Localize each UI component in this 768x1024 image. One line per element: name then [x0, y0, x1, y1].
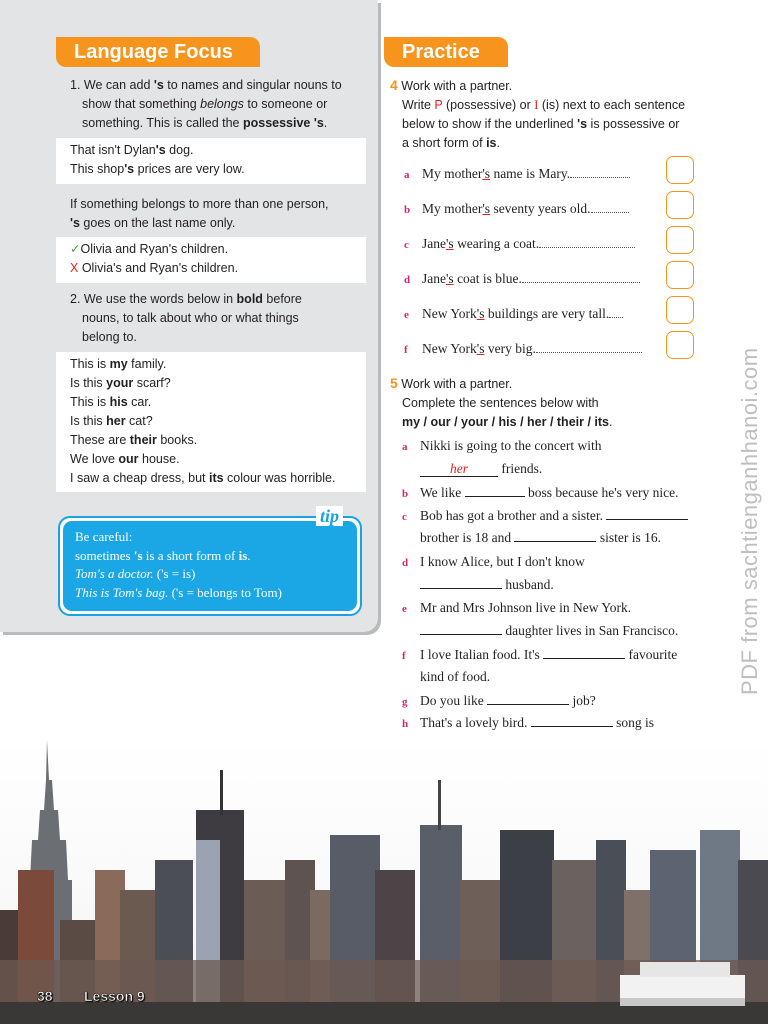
example-box-1: That isn't Dylan's dog. This shop's prices are very low. [56, 138, 366, 184]
ex5-item-a-cont: her friends. [420, 461, 542, 477]
ex5-item-h: h That's a lovely bird. song is [402, 715, 655, 730]
exercise-4-instructions: 4 Work with a partner. Write P (possessive) or I (is) next to each sentence below to show if the underlined 's is possessive or a short form of is. [390, 77, 686, 150]
answer-box[interactable] [666, 191, 694, 219]
ex4-item-c: c Jane's wearing a coat. [404, 236, 635, 253]
ex5-item-f: f I love Italian food. It's favourite [402, 647, 678, 662]
ex4-item-f: f New York's very big. [404, 341, 642, 358]
practice-title: Practice [384, 37, 508, 67]
lesson-label: Lesson 9 [84, 988, 145, 1004]
blank-input[interactable] [514, 530, 596, 542]
page-number: 38 [37, 988, 53, 1004]
pronoun-example: Is this your scarf? [70, 376, 171, 390]
answer-box[interactable] [666, 296, 694, 324]
pronoun-example: Is this her cat? [70, 414, 153, 428]
pronoun-example: These are their books. [70, 433, 198, 447]
exercise-5-instructions: 5 Work with a partner. Complete the sentences below with my / our / your / his / her / their / its. [390, 375, 613, 429]
blank-input[interactable] [531, 715, 613, 727]
ex5-item-c: c Bob has got a brother and a sister. [402, 508, 688, 525]
answer-box[interactable] [666, 156, 694, 184]
blank-input[interactable] [420, 623, 502, 635]
ex5-item-a: a Nikki is going to the concert with [402, 438, 602, 453]
ex4-item-e: e New York's buildings are very tall. [404, 306, 623, 323]
ex5-item-b: b We like boss because he's very nice. [402, 485, 679, 500]
tip-box: tip Be careful: sometimes 's is a short form of is. Tom's a doctor. ('s = is) This is Tom's bag. ('s = belongs to Tom) [58, 516, 362, 616]
blank-input[interactable] [465, 485, 525, 497]
tip-label: tip [316, 506, 343, 526]
ex5-item-g: g Do you like job? [402, 693, 596, 708]
ex5-item-d-cont: husband. [420, 577, 554, 593]
ex5-item-d: d I know Alice, but I don't know [402, 554, 585, 569]
rule-1: 1. We can add 's to names and singular nouns to show that something belongs to someone or something. This is called the possessive 's. [70, 78, 342, 130]
answer-box[interactable] [666, 331, 694, 359]
answer-box[interactable] [666, 261, 694, 289]
cross-icon: X [70, 261, 79, 275]
ex5-item-c-cont: brother is 18 and sister is 16. [420, 530, 661, 545]
ex4-item-a: a My mother's name is Mary. [404, 166, 630, 183]
pronoun-example: This is his car. [70, 395, 152, 409]
plural-note: If something belongs to more than one person, 's goes on the last name only. [70, 197, 329, 230]
blank-input[interactable] [606, 508, 688, 520]
rule-2: 2. We use the words below in bold before nouns, to talk about who or what things belong to. [70, 292, 302, 344]
pronoun-example: We love our house. [70, 452, 180, 466]
example-box-3 [56, 352, 366, 492]
blank-input[interactable] [420, 577, 502, 589]
ex5-item-f-cont: kind of food. [420, 669, 491, 684]
ex5-item-e-cont: daughter lives in San Francisco. [420, 623, 678, 639]
city-skyline-image [0, 740, 768, 1024]
answer-her[interactable]: her [420, 462, 498, 477]
language-focus-title: Language Focus [56, 37, 260, 67]
answer-box[interactable] [666, 226, 694, 254]
ex5-item-e: e Mr and Mrs Johnson live in New York. [402, 600, 632, 615]
blank-input[interactable] [543, 647, 625, 659]
watermark: PDF from sachtienganhhanoi.com [737, 347, 762, 695]
example-box-2: ✓Olivia and Ryan's children. X Olivia's and Ryan's children. [56, 237, 366, 283]
check-icon: ✓ [70, 242, 81, 256]
blank-input[interactable] [487, 693, 569, 705]
ex4-item-d: d Jane's coat is blue. [404, 271, 640, 288]
pronoun-example: This is my family. [70, 357, 167, 371]
pronoun-example: I saw a cheap dress, but its colour was horrible. [70, 471, 336, 485]
ex4-item-b: b My mother's seventy years old. [404, 201, 629, 218]
